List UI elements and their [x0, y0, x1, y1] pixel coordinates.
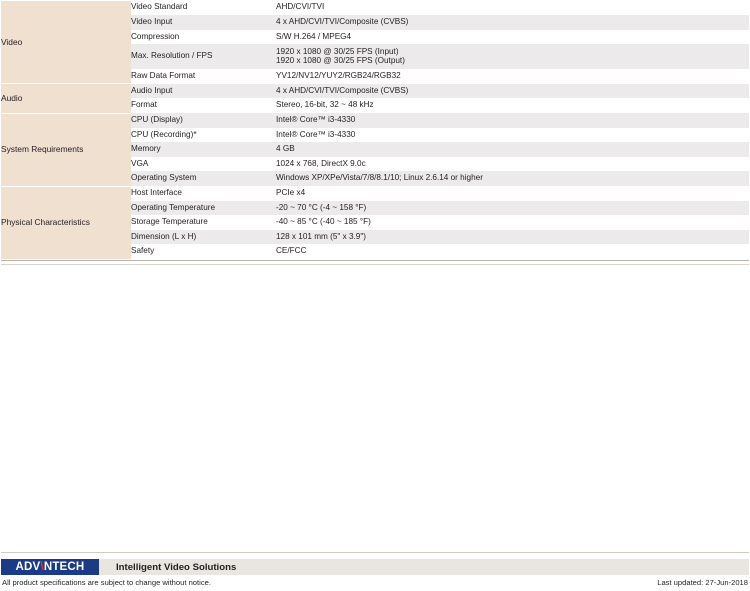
spec-key: Host Interface: [131, 186, 276, 201]
footer-tagline: Intelligent Video Solutions: [99, 559, 749, 575]
spec-key: Memory: [131, 142, 276, 157]
table-row: [1, 113, 749, 128]
spec-value: -40 ~ 85 °C (-40 ~ 185 °F): [276, 215, 749, 230]
spec-value-line: 1920 x 1080 @ 30/25 FPS (Output): [276, 55, 405, 65]
spec-key: Raw Data Format: [131, 69, 276, 84]
logo-text-post: NTECH: [43, 561, 85, 573]
spec-key: Operating System: [131, 171, 276, 186]
spec-key: Storage Temperature: [131, 215, 276, 230]
spec-value: CE/FCC: [276, 244, 749, 259]
page-footer: [0, 552, 750, 591]
spec-value: 128 x 101 mm (5" x 3.9"): [276, 230, 749, 245]
spec-key: Dimension (L x H): [131, 230, 276, 245]
footer-divider: [1, 552, 749, 553]
spec-value: [276, 44, 749, 69]
spec-key: Safety: [131, 244, 276, 259]
spec-key: Video Standard: [131, 1, 276, 16]
spec-key: Video Input: [131, 15, 276, 30]
spec-table-body: [1, 1, 749, 260]
spec-key: Compression: [131, 30, 276, 45]
spec-value: 4 GB: [276, 142, 749, 157]
spec-value: 4 x AHD/CVI/TVI/Composite (CVBS): [276, 15, 749, 30]
spec-value: S/W H.264 / MPEG4: [276, 30, 749, 45]
spec-value-line: 1920 x 1080 @ 30/25 FPS (Input): [276, 47, 399, 57]
logo-accent-mark: \: [40, 561, 44, 573]
spec-key: VGA: [131, 157, 276, 172]
spec-value: 4 x AHD/CVI/TVI/Composite (CVBS): [276, 84, 749, 99]
table-row: [1, 186, 749, 201]
spec-key: Max. Resolution / FPS: [131, 44, 276, 69]
table-bottom-divider-secondary: [1, 264, 749, 265]
logo-text-pre: ADV: [15, 561, 41, 573]
spec-value: 1024 x 768, DirectX 9.0c: [276, 157, 749, 172]
spec-key: Format: [131, 98, 276, 113]
spec-value: AHD/CVI/TVI: [276, 1, 749, 16]
spec-value: Windows XP/XPe/Vista/7/8/8.1/10; Linux 2.6.14 or higher: [276, 171, 749, 186]
spec-value: Intel® Core™ i3-4330: [276, 128, 749, 143]
spec-category-audio: Audio: [1, 84, 131, 113]
spec-value: Intel® Core™ i3-4330: [276, 113, 749, 128]
spec-category-video: Video: [1, 1, 131, 84]
advantech-logo: [1, 559, 99, 575]
table-row: [1, 84, 749, 99]
footer-last-updated: Last updated: 27-Jun-2018: [657, 578, 748, 587]
specification-table: [1, 0, 749, 260]
footer-brand-bar: [1, 559, 749, 575]
spec-value: Stereo, 16-bit, 32 ~ 48 kHz: [276, 98, 749, 113]
spec-key: CPU (Recording)*: [131, 128, 276, 143]
spec-key: CPU (Display): [131, 113, 276, 128]
spec-value: PCIe x4: [276, 186, 749, 201]
spec-category-physical-characteristics: Physical Characteristics: [1, 186, 131, 259]
spec-value: YV12/NV12/YUY2/RGB24/RGB32: [276, 69, 749, 84]
table-row: [1, 1, 749, 16]
table-bottom-divider: [1, 260, 749, 261]
spec-key: Operating Temperature: [131, 201, 276, 216]
specification-table-container: [0, 0, 750, 265]
footer-note-row: [2, 578, 748, 587]
footer-disclaimer: All product specifications are subject to change without notice.: [2, 578, 211, 587]
spec-category-system-requirements: System Requirements: [1, 113, 131, 186]
spec-key: Audio Input: [131, 84, 276, 99]
spec-value: -20 ~ 70 °C (-4 ~ 158 °F): [276, 201, 749, 216]
